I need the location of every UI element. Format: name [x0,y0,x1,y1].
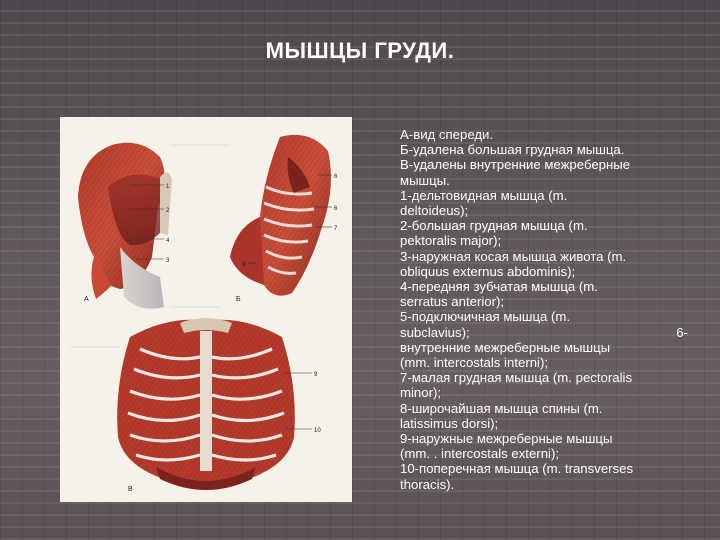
caption-line: subclavius); [400,324,470,340]
panel-b-label: Б [236,296,241,303]
caption-line: obliquus externus abdominis); [400,263,576,279]
caption-line: мышцы. [400,172,450,188]
panel-a-label: А [84,296,89,303]
caption-line: внутренние межреберные мышцы [400,339,611,355]
caption-line: 4-передняя зубчатая мышца (m. [400,279,598,295]
caption-line: (mm. . intercostals externi); [400,446,560,462]
panel-v-callout-10: 10 [314,428,321,434]
caption-line: 10-поперечная мышца (m. transverses [400,461,634,477]
caption-line: latissimus dorsi); [400,415,499,431]
caption-line-split [400,325,688,340]
panel-b-callout-6a: 6 [334,174,338,180]
caption-line: thoracis). [400,476,455,492]
panel-b-callout-7: 7 [334,226,338,232]
caption-line: Б-удалена большая грудная мышца. [400,142,625,158]
anatomy-illustration [60,117,352,502]
caption-line: 9-наружные межреберные мышцы [400,431,613,447]
caption-line: 6- [676,324,688,340]
slide-title: МЫШЦЫ ГРУДИ. [265,38,455,63]
panel-a-callout-4: 3 [166,258,170,264]
panel-a-callout-2: 2 [166,208,170,214]
caption-line: serratus anterior); [400,294,505,310]
panel-b-callout-9: 9 [242,262,246,268]
caption-line: 8-широчайшая мышца спины (m. [400,400,603,416]
panel-b-callout-6b: 6 [334,206,338,212]
caption-line: 3-наружная косая мышца живота (m. [400,248,627,264]
panel-v-label: В [128,486,133,493]
panel-a-callout-1: 1 [166,184,170,190]
panel-v-callout-9: 9 [314,372,318,378]
caption-line: minor); [400,385,442,401]
caption-line: (mm. intercostals interni); [400,355,549,371]
panel-v-drawing [117,318,295,490]
caption-line: 5-подключичная мышца (m. [400,309,571,325]
panel-a-drawing [78,143,172,309]
caption-line: 1-дельтовидная мышца (m. [400,187,568,203]
panel-b-drawing [230,135,331,296]
caption-line: А-вид спереди. [400,127,494,142]
panel-a-callout-3: 4 [166,238,170,244]
caption-line: В-удалены внутренние межреберные [400,157,631,173]
anatomy-figure [60,117,352,502]
caption-line: pektoralis major); [400,233,502,249]
caption-text [400,127,688,492]
caption-line: deltoideus); [400,203,469,219]
caption-line: 7-малая грудная мышца (m. pectoralis [400,370,633,386]
caption-line: 2-большая грудная мышца (m. [400,218,588,234]
